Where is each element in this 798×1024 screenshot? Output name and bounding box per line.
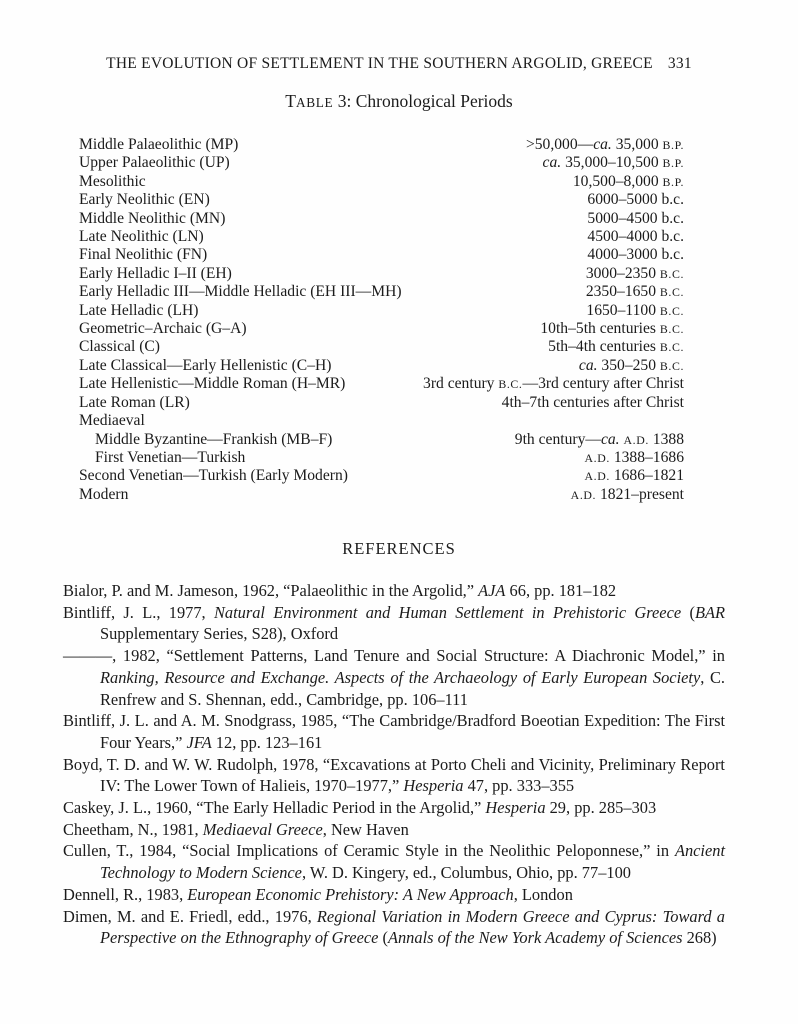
- period-date: A.D. 1388–1686: [584, 448, 684, 466]
- period-label: Late Neolithic (LN): [79, 228, 204, 246]
- reference-entry: ———, 1982, “Settlement Patterns, Land Tenure and Social Structure: A Diachronic Model,” in Ranking, Resource and Exchange. Aspects of the Archaeology of Early European Society, C. Renfrew and S. Shennan, edd., Cambridge, pp. 106–111: [63, 646, 725, 709]
- period-label: Middle Palaeolithic (MP): [79, 136, 239, 153]
- table-row: [79, 302, 684, 320]
- table-row: [79, 283, 684, 301]
- table-title: TABLE 3: Chronological Periods: [285, 91, 513, 111]
- period-label: Final Neolithic (FN): [79, 246, 208, 264]
- period-date: 10,500–8,000 B.P.: [572, 172, 684, 190]
- references-heading: REFERENCES: [342, 539, 456, 558]
- period-date: 5th–4th centuries B.C.: [548, 338, 684, 356]
- reference-entry: Bintliff, J. L., 1977, Natural Environment and Human Settlement in Prehistoric Greece (BAR Supplementary Series, S28), Oxford: [63, 602, 725, 644]
- table-row: [79, 431, 684, 449]
- period-date: 10th–5th centuries B.C.: [540, 320, 684, 338]
- period-date: ca. 35,000–10,500 B.P.: [542, 154, 684, 172]
- period-label: Late Roman (LR): [79, 393, 190, 411]
- period-date: ca. 350–250 B.C.: [578, 356, 684, 374]
- period-label: Middle Neolithic (MN): [79, 209, 226, 227]
- period-label: Early Helladic I–II (EH): [79, 264, 232, 282]
- period-label: Late Classical—Early Hellenistic (C–H): [79, 356, 332, 374]
- period-label: Early Helladic III—Middle Helladic (EH III—MH): [79, 283, 402, 301]
- table-row: [79, 173, 684, 191]
- reference-entry: Dimen, M. and E. Friedl, edd., 1976, Regional Variation in Modern Greece and Cyprus: Toward a Perspective on the Ethnography of Greece (Annals of the New York Academy of Sciences 268): [63, 906, 725, 948]
- table-row: [79, 357, 684, 375]
- table-row: [79, 486, 684, 504]
- reference-entry: Dennell, R., 1983, European Economic Prehistory: A New Approach, London: [63, 884, 573, 904]
- period-label: Modern: [79, 485, 129, 503]
- period-label: First Venetian—Turkish: [95, 448, 246, 466]
- period-label: Geometric–Archaic (G–A): [79, 320, 247, 338]
- table-row: [79, 394, 684, 412]
- period-label: Upper Palaeolithic (UP): [79, 154, 230, 172]
- running-head: [0, 55, 798, 73]
- period-date: A.D. 1686–1821: [584, 467, 684, 485]
- period-label: Late Helladic (LH): [79, 301, 199, 319]
- period-date: 3000–2350 B.C.: [585, 264, 684, 282]
- table-row: [79, 228, 684, 246]
- table-row: [79, 338, 684, 356]
- table-row: [79, 210, 684, 228]
- reference-entry: Caskey, J. L., 1960, “The Early Helladic Period in the Argolid,” Hesperia 29, pp. 285–303: [63, 798, 657, 818]
- page-number: 331: [667, 55, 692, 72]
- table-row: [79, 320, 684, 338]
- table-row: [79, 449, 684, 467]
- table-row: [79, 375, 684, 393]
- table-row: [79, 136, 684, 154]
- period-date: 1650–1100 B.C.: [586, 301, 684, 319]
- chronology-table: [79, 136, 684, 504]
- period-label: Second Venetian—Turkish (Early Modern): [79, 467, 348, 485]
- period-label: Early Neolithic (EN): [79, 191, 210, 209]
- period-date: 6000–5000 b.c.: [587, 191, 684, 209]
- period-date: A.D. 1821–present: [570, 485, 684, 503]
- table-row: [79, 467, 684, 485]
- table-row: [79, 265, 684, 283]
- reference-entry: Bintliff, J. L. and A. M. Snodgrass, 1985, “The Cambridge/Bradford Boeotian Expedition: The First Four Years,” JFA 12, pp. 123–161: [63, 711, 725, 752]
- period-date: 3rd century B.C.—3rd century after Christ: [423, 375, 684, 393]
- references-list: [63, 580, 725, 949]
- period-label: Mesolithic: [79, 172, 146, 190]
- reference-entry: Boyd, T. D. and W. W. Rudolph, 1978, “Excavations at Porto Cheli and Vicinity, Preliminary Report IV: The Lower Town of Halieis, 1970–1977,” Hesperia 47, pp. 333–355: [63, 754, 725, 796]
- period-date: 9th century—ca. A.D. 1388: [514, 430, 684, 448]
- table-row: [79, 191, 684, 209]
- period-label: Classical (C): [79, 338, 160, 356]
- table-row: [79, 412, 684, 430]
- period-date: 4000–3000 b.c.: [587, 246, 684, 264]
- period-date: 2350–1650 B.C.: [585, 283, 684, 301]
- reference-entry: Cullen, T., 1984, “Social Implications of Ceramic Style in the Neolithic Peloponnese,” in Ancient Technology to Modern Science, W. D. Kingery, ed., Columbus, Ohio, pp. 77–100: [63, 841, 725, 883]
- period-date: 5000–4500 b.c.: [587, 209, 684, 227]
- table-row: [79, 154, 684, 172]
- period-label: Mediaeval: [79, 412, 145, 430]
- table-row: [79, 246, 684, 264]
- period-date: 4500–4000 b.c.: [587, 228, 684, 246]
- reference-entry: Bialor, P. and M. Jameson, 1962, “Palaeolithic in the Argolid,” AJA 66, pp. 181–182: [63, 581, 617, 600]
- period-label: Middle Byzantine—Frankish (MB–F): [95, 430, 333, 448]
- reference-entry: Cheetham, N., 1981, Mediaeval Greece, New Haven: [63, 819, 409, 839]
- period-date: >50,000—ca. 35,000 B.P.: [525, 136, 684, 153]
- running-head-title: THE EVOLUTION OF SETTLEMENT IN THE SOUTHERN ARGOLID, GREECE: [106, 55, 653, 72]
- period-date: 4th–7th centuries after Christ: [501, 393, 684, 411]
- period-label: Late Hellenistic—Middle Roman (H–MR): [79, 375, 346, 393]
